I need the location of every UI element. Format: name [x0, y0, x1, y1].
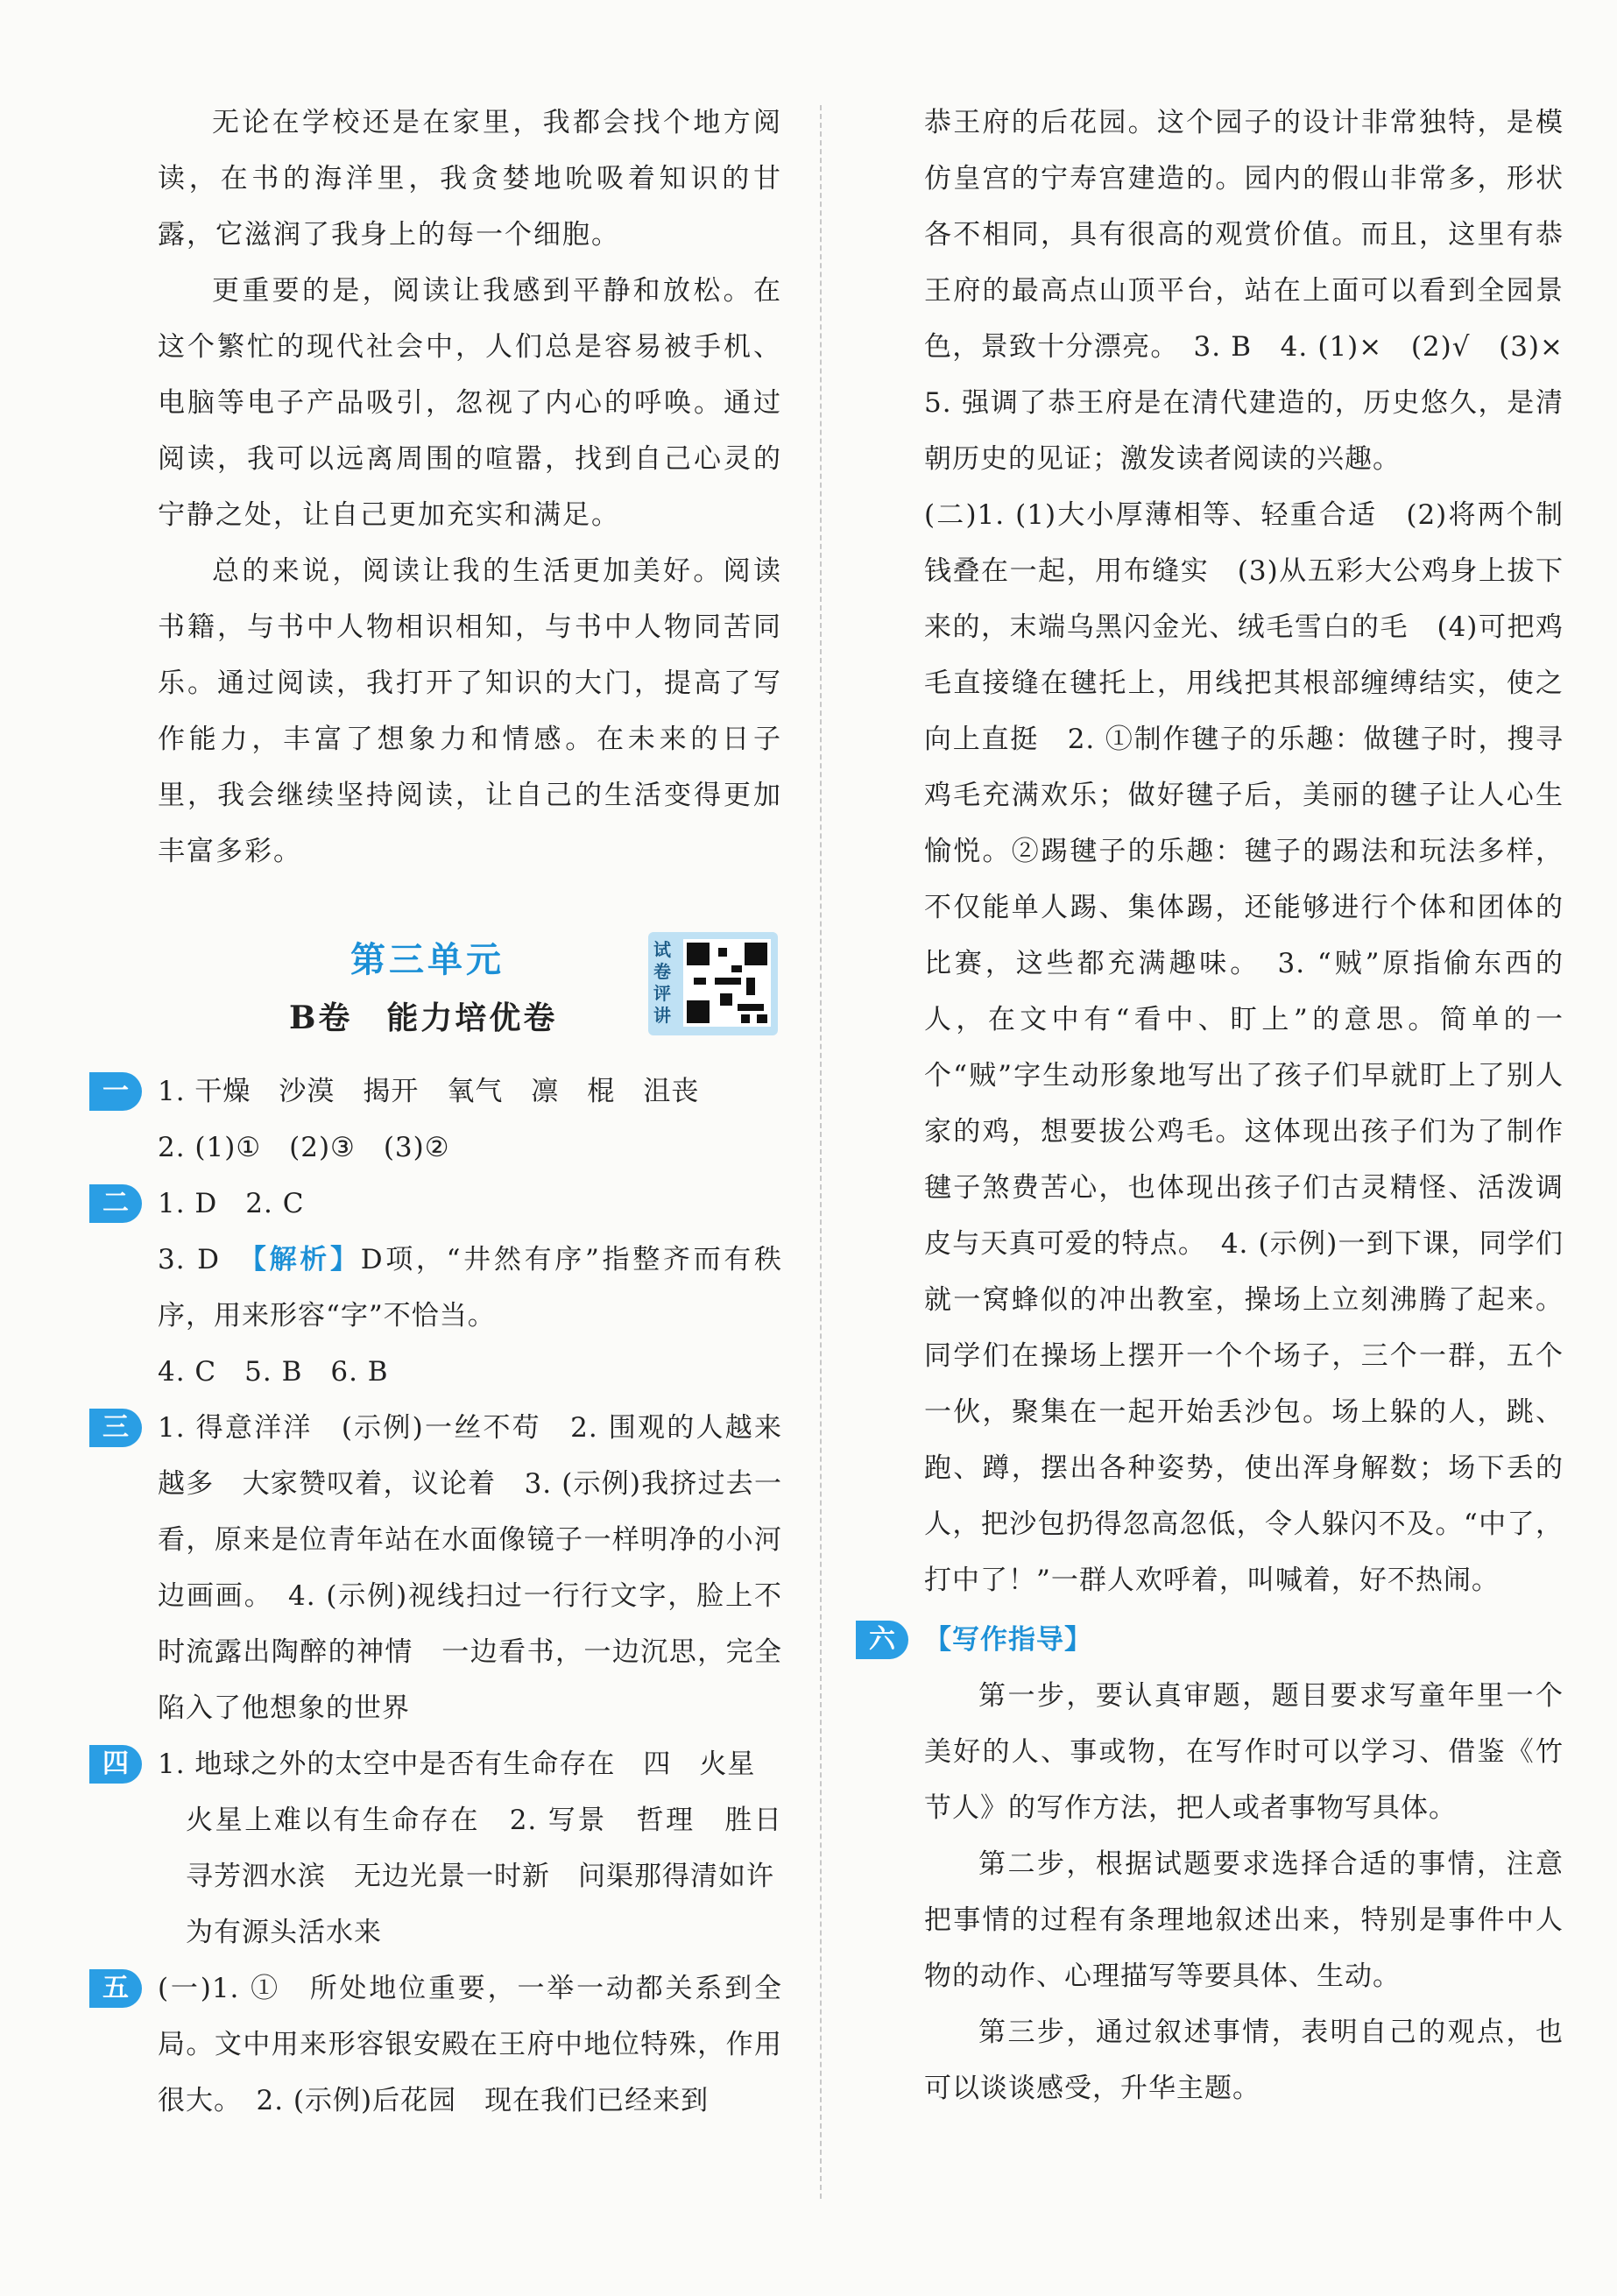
- analysis-tag: 【解析】: [252, 1244, 361, 1275]
- left-column: [102, 95, 782, 2129]
- answer-text: (一)1. ① 所处地位重要，一举一动都关系到全局。文中用来形容银安殿在王府中地位特殊，作用很大。 2. (示例)后花园 现在我们已经来到: [158, 1973, 782, 2116]
- answer-text: 恭王府的后花园。这个园子的设计非常独特，是模仿皇宫的宁寿宫建造的。园内的假山非常多，形状各不相同，具有很高的观赏价值。而且，这里有恭王府的最高点山顶平台，站在上面可以看到全园景色，景致十分漂亮。 3. B 4. (1)× (2)√ (3)× 5. 强调了恭王府是在清代建造的，历史悠久，是清朝历史的见证；激发读者阅读的兴趣。: [924, 107, 1592, 475]
- answer-line: [158, 1232, 782, 1344]
- answer-text: 1. 得意洋洋 (示例)一丝不苟 2. 围观的人越来越多 大家赞叹着，议论着 3. (示例)我挤过去一看，原来是位青年站在水面像镜子一样明净的小河边画画。 4. (示例)视线扫过一行行文字，脸上不时流露出陶醉的神情 一边看书，一边沉思，完全陷入了他想象的世界: [158, 1412, 782, 1724]
- right-column: [869, 95, 1592, 2116]
- section-badge: 一: [89, 1072, 142, 1111]
- answer-line: 1. D 2. C: [158, 1188, 305, 1219]
- writing-step-3: 第三步，通过叙述事情，表明自己的观点，也可以谈谈感受，升华主题。: [924, 2017, 1564, 2104]
- answer-line: 1. 干燥 沙漠 揭开 氧气 凛 棍 沮丧: [158, 1076, 700, 1107]
- qr-code-panel[interactable]: [648, 932, 778, 1035]
- section-6: [869, 1612, 1564, 2116]
- section-5: [102, 1960, 782, 2129]
- section-4: [102, 1736, 782, 1960]
- essay-paragraph-1: 无论在学校还是在家里，我都会找个地方阅读，在书的海洋里，我贪婪地吮吸着知识的甘露，它滋润了我身上的每一个细胞。: [158, 107, 782, 251]
- unit-subtitle: B卷 能力培优卷: [289, 1000, 558, 1036]
- writing-step-2: 第二步，根据试题要求选择合适的事情，注意把事情的过程有条理地叙述出来，特别是事件中人物的动作、心理描写等要具体、生动。: [924, 1848, 1564, 1992]
- qr-label: 试卷评讲: [653, 939, 671, 1026]
- writing-guide-heading: [924, 1612, 1564, 1668]
- section-badge: 四: [89, 1745, 142, 1784]
- section-1: [102, 1063, 782, 1176]
- answer-number: 3. D: [158, 1244, 253, 1275]
- analysis-text: D项，“井然有序”指整齐而有秩序，用来形容“字”不恰当。: [158, 1244, 782, 1332]
- answer-line: 火星上难以有生命存在 2. 写景 哲理 胜日寻芳泗水滨 无边光景一时新 问渠那得清如许: [186, 1805, 782, 1892]
- answer-line: 为有源头活水来: [186, 1917, 382, 1948]
- section-badge: 三: [89, 1409, 142, 1447]
- column-divider: [820, 105, 822, 2199]
- qr-code-icon[interactable]: [683, 939, 771, 1027]
- section-3: [102, 1400, 782, 1736]
- section-badge: 五: [89, 1969, 142, 2008]
- answer-line: 4. C 5. B 6. B: [158, 1356, 389, 1388]
- section-badge: 六: [856, 1621, 908, 1659]
- writing-step-1: 第一步，要认真审题，题目要求写童年里一个美好的人、事或物，在写作时可以学习、借鉴《竹节人》的写作方法，把人或者事物写具体。: [924, 1680, 1564, 1824]
- writing-guide-tag: 【写作指导】: [924, 1624, 1092, 1656]
- answer-line: 1. 地球之外的太空中是否有生命存在 四 火星: [158, 1748, 756, 1780]
- unit-header: [158, 932, 782, 1063]
- essay-paragraph-2: 更重要的是，阅读让我感到平静和放松。在这个繁忙的现代社会中，人们总是容易被手机、电脑等电子产品吸引，忽视了内心的呼唤。通过阅读，我可以远离周围的喧嚣，找到自己心灵的宁静之处，让自己更加充实和满足。: [158, 275, 782, 531]
- section-badge: 二: [89, 1184, 142, 1223]
- essay-paragraph-3: 总的来说，阅读让我的生活更加美好。阅读书籍，与书中人物相识相知，与书中人物同苦同乐。通过阅读，我打开了知识的大门，提高了写作能力，丰富了想象力和情感。在未来的日子里，我会继续坚持阅读，让自己的生活变得更加丰富多彩。: [158, 555, 782, 867]
- answer-line: 2. (1)① (2)③ (3)②: [158, 1132, 450, 1163]
- answer-text: (二)1. (1)大小厚薄相等、轻重合适 (2)将两个制钱叠在一起，用布缝实 (3)从五彩大公鸡身上拔下来的，末端乌黑闪金光、绒毛雪白的毛 (4)可把鸡毛直接缝在毽托上，用线把其根部缠缚结实，使之向上直挺 2. ①制作毽子的乐趣：做毽子时，搜寻鸡毛充满欢乐；做好毽子后，美丽的毽子让人心生愉悦。②踢毽子的乐趣：毽子的踢法和玩法多样，不仅能单人踢、集体踢，还能够进行个体和团体的比赛，这些都充满趣味。 3. “贼”原指偷东西的人，在文中有“看中、盯上”的意思。简单的一个“贼”字生动形象地写出了孩子们早就盯上了别人家的鸡，想要拔公鸡毛。这体现出孩子们为了制作毽子煞费苦心，也体现出孩子们古灵精怪、活泼调皮与天真可爱的特点。 4. (示例)一到下课，同学们就一窝蜂似的冲出教室，操场上立刻沸腾了起来。同学们在操场上摆开一个个场子，三个一群，五个一伙，聚集在一起开始丢沙包。场上躲的人，跳、跑、蹲，摆出各种姿势，使出浑身解数；场下丢的人，把沙包扔得忽高忽低，令人躲闪不及。“中了，打中了！”一群人欢呼着，叫喊着，好不热闹。: [924, 499, 1564, 1596]
- unit-title: 第三单元: [350, 940, 505, 980]
- section-2: [102, 1176, 782, 1400]
